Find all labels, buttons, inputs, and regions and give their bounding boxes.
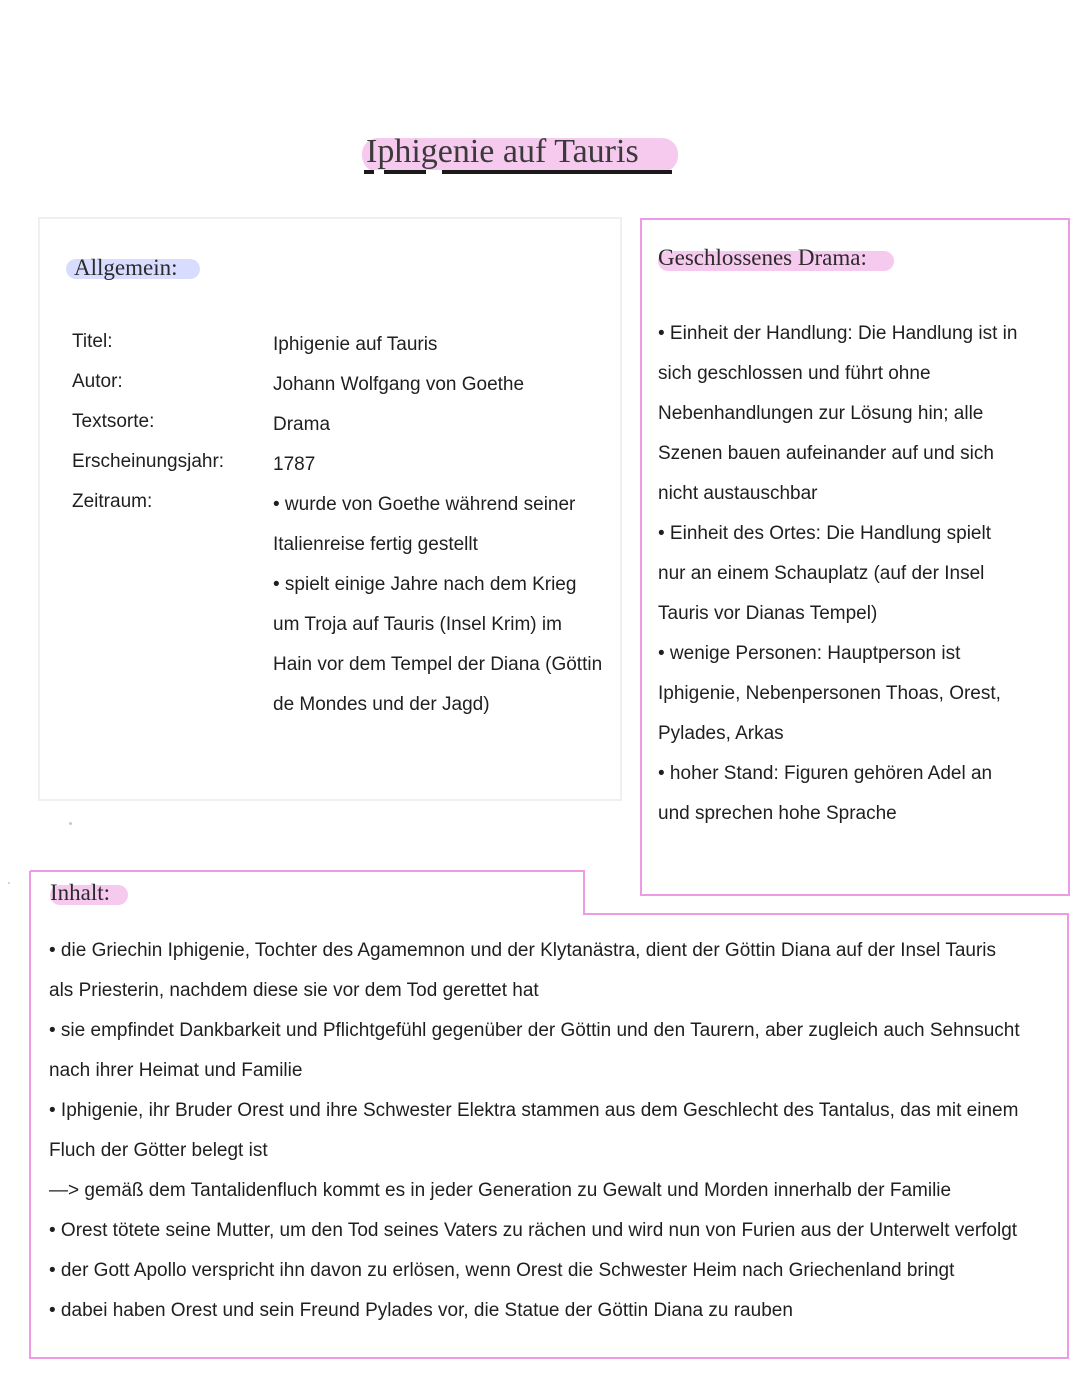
value-textsorte: Drama — [273, 414, 331, 435]
inhalt-line: • die Griechin Iphigenie, Tochter des Agamemnon und der Klytanästra, dient der Göttin Diana auf der Insel Tauris — [49, 940, 997, 961]
value-zeitraum: • wurde von Goethe während seiner — [273, 494, 576, 515]
label-titel: Titel: — [72, 331, 113, 352]
label-autor: Autor: — [72, 371, 123, 392]
inhalt-line: • Orest tötete seine Mutter, um den Tod seines Vaters zu rächen und wird nun von Furien aus der Unterwelt verfolgt — [49, 1220, 1018, 1241]
drama-line: Pylades, Arkas — [658, 723, 784, 744]
page-title: Iphigenie auf Tauris — [366, 133, 639, 170]
inhalt-line: Fluch der Götter belegt ist — [49, 1140, 268, 1161]
value-zeitraum-line: • spielt einige Jahre nach dem Krieg — [273, 574, 577, 595]
inhalt-line: • der Gott Apollo verspricht ihn davon zu erlösen, wenn Orest die Schwester Heim nach Griechenland bringt — [49, 1260, 955, 1281]
inhalt-heading: Inhalt: — [50, 880, 111, 905]
label-erscheinungsjahr: Erscheinungsjahr: — [72, 451, 225, 472]
inhalt-line: • sie empfindet Dankbarkeit und Pflichtgefühl gegenüber der Göttin und den Taurern, aber zugleich auch Sehnsucht — [49, 1020, 1020, 1041]
drama-line: Tauris vor Dianas Tempel) — [658, 603, 878, 624]
drama-line: sich geschlossen und führt ohne — [658, 363, 931, 384]
value-zeitraum-line: de Mondes und der Jagd) — [273, 694, 490, 715]
inhalt-line: nach ihrer Heimat und Familie — [49, 1060, 303, 1081]
label-textsorte: Textsorte: — [72, 411, 155, 432]
value-zeitraum-line: um Troja auf Tauris (Insel Krim) im — [273, 614, 562, 635]
drama-line: • wenige Personen: Hauptperson ist — [658, 643, 961, 664]
value-autor: Johann Wolfgang von Goethe — [273, 374, 525, 395]
drama-line: • hoher Stand: Figuren gehören Adel an — [658, 763, 993, 784]
allgemein-heading: Allgemein: — [74, 255, 178, 280]
label-zeitraum: Zeitraum: — [72, 491, 153, 512]
drama-line: nur an einem Schauplatz (auf der Insel — [658, 563, 985, 584]
drama-line: • Einheit des Ortes: Die Handlung spielt — [658, 523, 991, 544]
value-zeitraum-line: Italienreise fertig gestellt — [273, 534, 478, 555]
drama-line: Iphigenie, Nebenpersonen Thoas, Orest, — [658, 683, 1001, 704]
value-titel: Iphigenie auf Tauris — [273, 334, 438, 355]
drama-line: Nebenhandlungen zur Lösung hin; alle — [658, 403, 984, 424]
drama-line: nicht austauschbar — [658, 483, 818, 504]
inhalt-line: als Priesterin, nachdem diese sie vor dem Tod gerettet hat — [49, 980, 539, 1001]
value-erscheinungsjahr: 1787 — [273, 454, 316, 475]
value-zeitraum-line: Hain vor dem Tempel der Diana (Göttin — [273, 654, 603, 675]
inhalt-line: —> gemäß dem Tantalidenfluch kommt es in jeder Generation zu Gewalt und Morden innerhalb der Familie — [49, 1180, 952, 1201]
inhalt-line: • dabei haben Orest und sein Freund Pylades vor, die Statue der Göttin Diana zu rauben — [49, 1300, 793, 1321]
drama-line: • Einheit der Handlung: Die Handlung ist in — [658, 323, 1018, 344]
inhalt-line: • Iphigenie, ihr Bruder Orest und ihre Schwester Elektra stammen aus dem Geschlecht des Tantalus, das mit einem — [49, 1100, 1019, 1121]
drama-line: und sprechen hohe Sprache — [658, 803, 897, 824]
drama-heading: Geschlossenes Drama: — [658, 245, 867, 270]
drama-line: Szenen bauen aufeinander auf und sich — [658, 443, 994, 464]
